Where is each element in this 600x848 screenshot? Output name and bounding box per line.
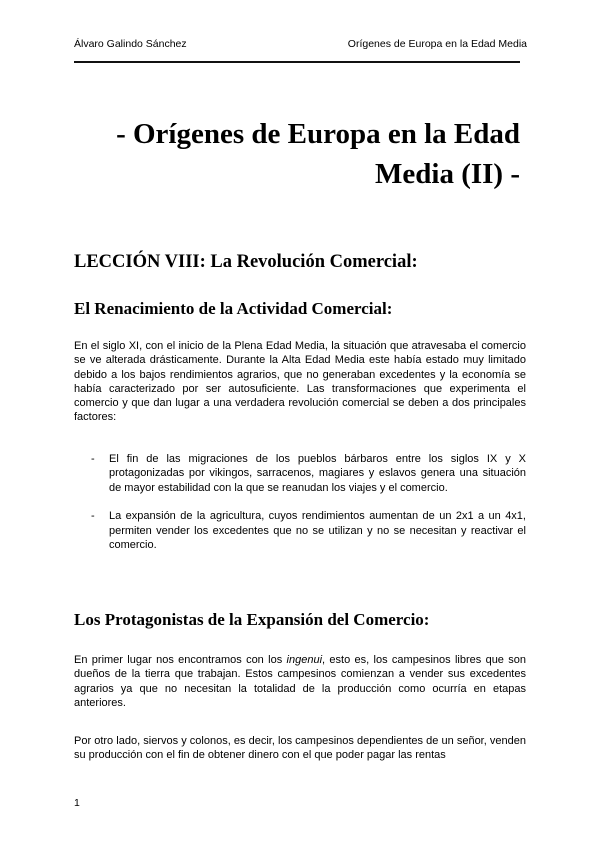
document-title: [74, 114, 520, 194]
section-2-paragraph-2: Por otro lado, siervos y colonos, es decir, los campesinos dependientes de un señor, venden su producción con el fin de obtener dinero con el que poder pagar las rentas: [74, 735, 526, 762]
list-item-text: La expansión de la agricultura, cuyos rendimientos aumentan de un 2x1 a un 4x1, permiten vender los excedentes que no se utilizan y no se necesitan y reactivar el comercio.: [109, 510, 526, 551]
title-line-1: - Orígenes de Europa en la Edad: [116, 118, 520, 150]
section-2-heading: Los Protagonistas de la Expansión del Comercio:: [74, 610, 430, 629]
section-2-paragraph-1: [74, 653, 526, 710]
list-item: [74, 509, 526, 552]
bullet-dash: -: [91, 453, 95, 465]
bullet-dash: -: [91, 510, 95, 523]
page-number: 1: [74, 797, 80, 809]
header-rule: [74, 61, 520, 63]
paragraph-text: , esto es, los campesinos libres que son dueños de la tierra que trabajan. Estos campesinos comienzan a vender sus excedentes agrarios ya que no necesitan la totalidad de la producción como ocurría en etapas anteriores.: [74, 654, 526, 709]
header-doc-title: Orígenes de Europa en la Edad Media: [347, 38, 527, 50]
list-item-text: El fin de las migraciones de los pueblos bárbaros entre los siglos IX y X protagonizadas por vikingos, sarracenos, magiares y eslavos genera una situación de mayor estabilidad con la que se reanudan los viajes y el comercio.: [109, 453, 526, 494]
title-line-2: Media (II) -: [375, 158, 520, 190]
paragraph-text: En primer lugar nos encontramos con los: [74, 654, 287, 666]
italic-term: ingenui: [286, 654, 323, 666]
list-item: [74, 452, 526, 495]
section-1-heading: El Renacimiento de la Actividad Comercial:: [74, 299, 393, 318]
lesson-heading: LECCIÓN VIII: La Revolución Comercial:: [74, 252, 418, 272]
factors-list: [74, 452, 526, 567]
header-author: Álvaro Galindo Sánchez: [74, 38, 187, 50]
section-1-paragraph: En el siglo XI, con el inicio de la Plena Edad Media, la situación que atravesaba el comercio se ve alterada drásticamente. Durante la Alta Edad Media este había estado muy limitado debido a los bajos rendimientos agrarios, que no generaban excedentes y la economía se había caracterizado por ser autosuficiente. Las transformaciones que experimenta el comercio y que dan lugar a una verdadera revolución comercial se deben a dos principales factores:: [74, 340, 526, 424]
